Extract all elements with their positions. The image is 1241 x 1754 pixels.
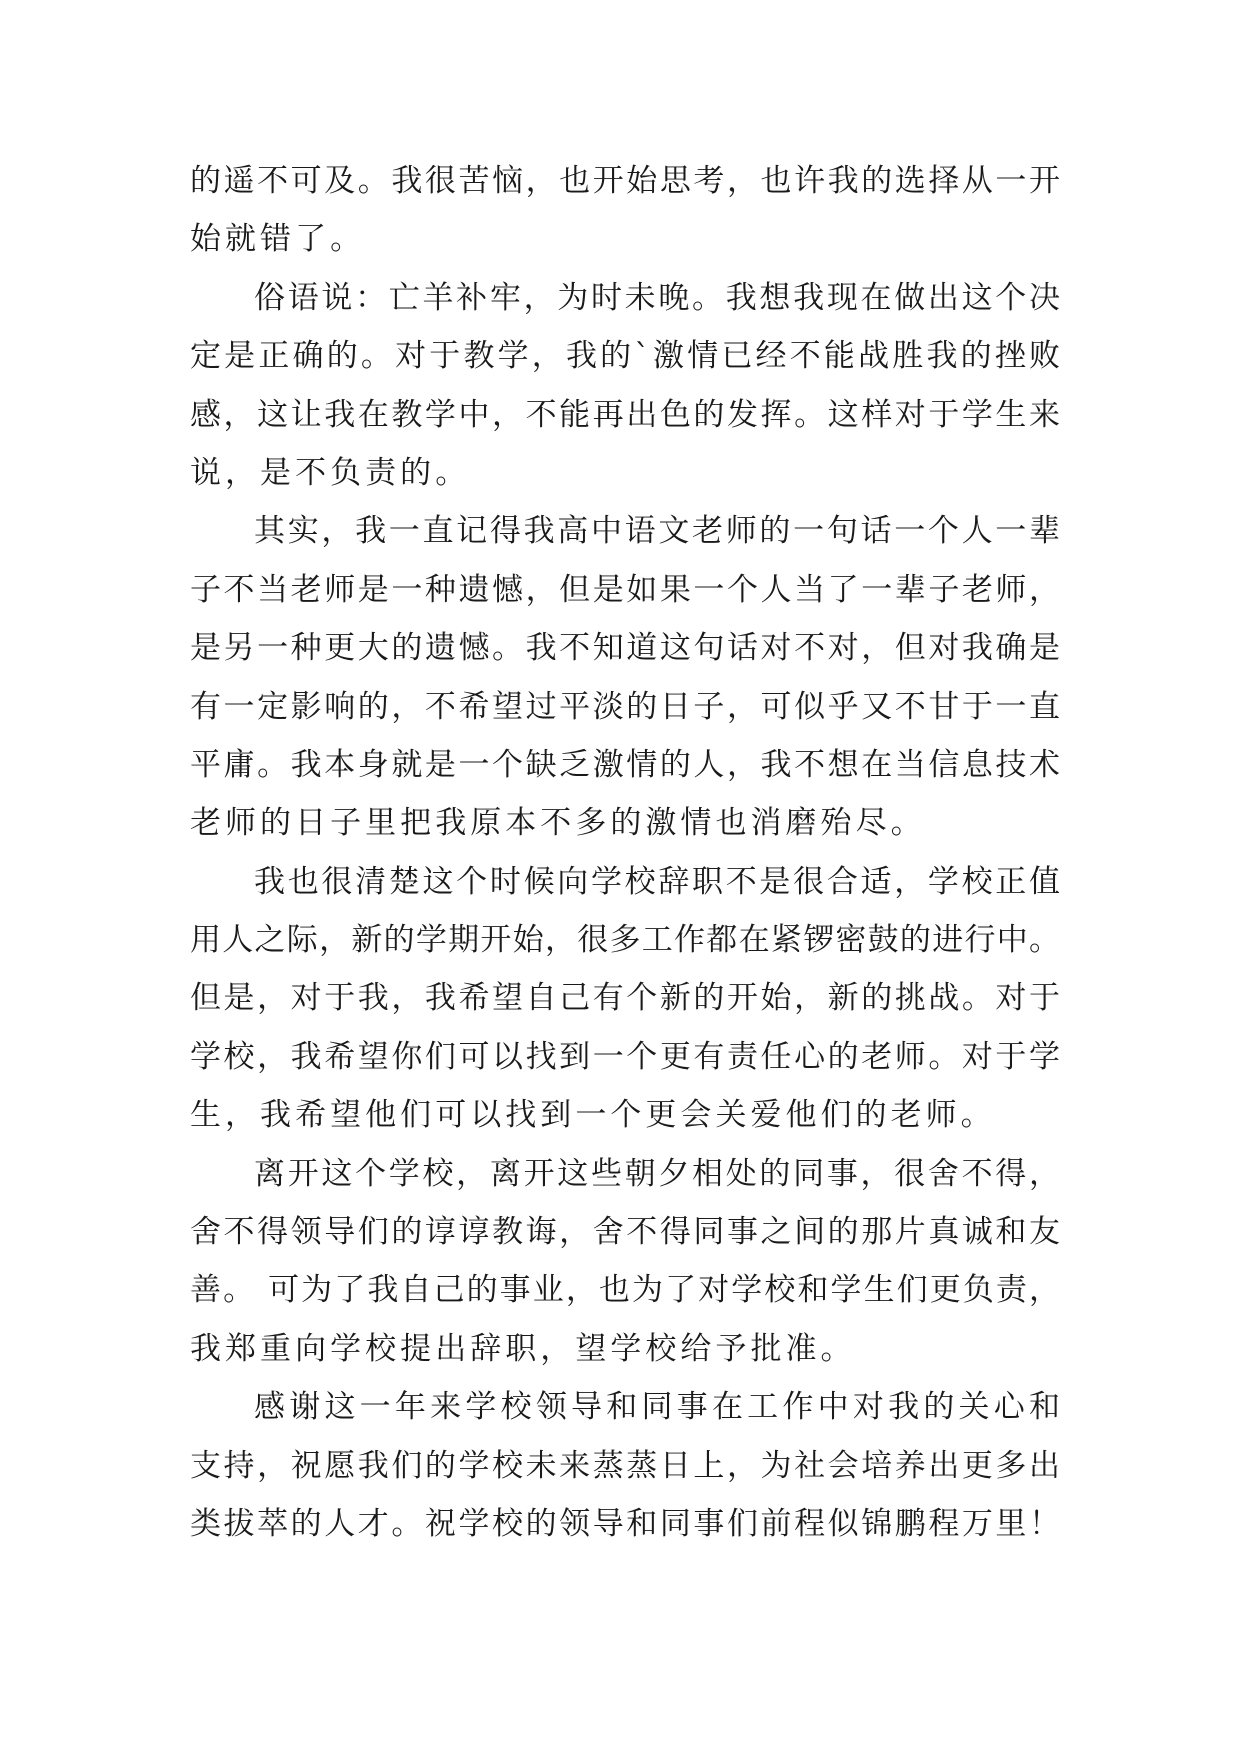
text-line: 老师的日子里把我原本不多的激情也消磨殆尽。 bbox=[190, 805, 926, 842]
paragraph-first-line: 离开这个学校，离开这些朝夕相处的同事，很舍不得， bbox=[254, 1155, 1060, 1192]
text-line: 学校，我希望你们可以找到一个更有责任心的老师。对于学 bbox=[190, 1038, 1060, 1075]
paragraph-first-line: 俗语说：亡羊补牢，为时未晚。我想我现在做出这个决 bbox=[254, 279, 1060, 316]
text-line: 子不当老师是一种遗憾，但是如果一个人当了一辈子老师， bbox=[190, 571, 1060, 608]
text-line: 的遥不可及。我很苦恼，也开始思考，也许我的选择从一开 bbox=[190, 163, 1060, 199]
paragraph-first-line: 感谢这一年来学校领导和同事在工作中对我的关心和 bbox=[254, 1389, 1060, 1426]
text-line: 是另一种更大的遗憾。我不知道这句话对不对，但对我确是 bbox=[190, 630, 1060, 667]
resignation-letter-body bbox=[190, 152, 1060, 1553]
text-line: 平庸。我本身就是一个缺乏激情的人，我不想在当信息技术 bbox=[190, 746, 1060, 783]
text-line: 定是正确的。对于教学，我的`激情已经不能战胜我的挫败 bbox=[190, 338, 1060, 375]
paragraph-first-line: 其实，我一直记得我高中语文老师的一句话一个人一辈 bbox=[254, 513, 1060, 550]
text-line: 始就错了。 bbox=[190, 221, 366, 258]
text-line: 说，是不负责的。 bbox=[190, 454, 471, 491]
text-line: 生，我希望他们可以找到一个更会关爱他们的老师。 bbox=[190, 1097, 996, 1134]
text-line: 支持，祝愿我们的学校未来蒸蒸日上，为社会培养出更多出 bbox=[190, 1447, 1060, 1484]
text-line: 舍不得领导们的谆谆教诲，舍不得同事之间的那片真诚和友 bbox=[190, 1214, 1060, 1251]
text-line: 用人之际，新的学期开始，很多工作都在紧锣密鼓的进行中。 bbox=[190, 922, 1060, 959]
text-line: 但是，对于我，我希望自己有个新的开始，新的挑战。对于 bbox=[190, 980, 1060, 1017]
text-line: 感，这让我在教学中，不能再出色的发挥。这样对于学生来 bbox=[190, 396, 1060, 433]
paragraph-first-line: 我也很清楚这个时候向学校辞职不是很合适，学校正值 bbox=[254, 863, 1060, 900]
text-line: 我郑重向学校提出辞职，望学校给予批准。 bbox=[190, 1330, 856, 1367]
text-line: 有一定影响的，不希望过平淡的日子，可似乎又不甘于一直 bbox=[190, 688, 1060, 725]
text-line: 善。 可为了我自己的事业，也为了对学校和学生们更负责， bbox=[190, 1272, 1060, 1309]
text-line: 类拔萃的人才。祝学校的领导和同事们前程似锦鹏程万里！ bbox=[190, 1505, 1060, 1542]
